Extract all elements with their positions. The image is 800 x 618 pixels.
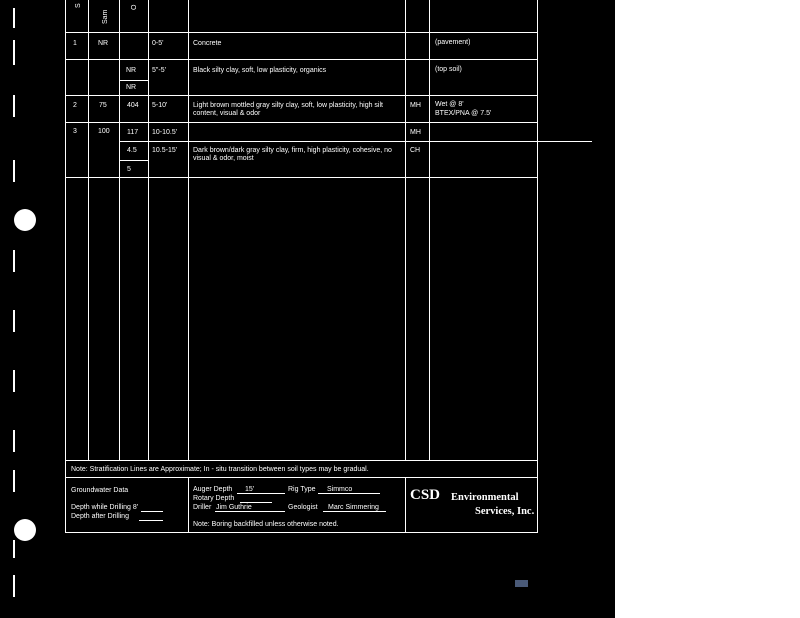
cell-description: Black silty clay, soft, low plasticity, organics (193, 67, 327, 74)
groundwater-title: Groundwater Data (71, 487, 129, 494)
cell-ovm: NR (126, 84, 137, 91)
cell-ovm: 4.5 (127, 147, 137, 154)
rig-type-value: Simmco (327, 486, 353, 493)
company-name-line1: Environmental (451, 492, 519, 503)
edge-mark (13, 40, 15, 65)
driller-label: Driller (193, 504, 212, 511)
row-rule (65, 59, 538, 60)
cell-remarks-2: BTEX/PNA @ 7.5' (435, 110, 492, 117)
cell-uscs: MH (410, 102, 421, 109)
row-rule (65, 95, 538, 96)
rig-type-label: Rig Type (288, 486, 316, 493)
col-divider (119, 0, 120, 460)
row-rule (119, 80, 148, 81)
note-rule (65, 460, 538, 461)
rig-type-blank (318, 493, 380, 494)
row-rule (119, 141, 592, 142)
cell-ovm: NR (126, 67, 137, 74)
cell-sample: 1 (73, 40, 77, 47)
header-rule (65, 32, 538, 33)
row-rule (119, 160, 148, 161)
depth-while-drilling: Depth while Drilling 8' (71, 504, 139, 511)
rotary-depth-blank (240, 502, 272, 503)
cell-description: Light brown mottled gray silty clay, soft, low plasticity, high silt content, visual & odor (193, 102, 383, 117)
cell-depth: 10-10.5' (152, 129, 178, 136)
header-sample: S (75, 3, 82, 8)
punch-hole-bottom (14, 519, 36, 541)
cell-remarks: (pavement) (435, 39, 471, 46)
edge-mark (13, 160, 15, 182)
geologist-value: Marc Simmering (328, 504, 379, 511)
edge-mark (13, 370, 15, 392)
header-recovery: Sam (102, 9, 109, 24)
edge-mark (13, 540, 15, 558)
punch-hole-top (14, 209, 36, 231)
cell-sample: 3 (73, 128, 77, 135)
col-divider (405, 0, 406, 460)
after-drilling-blank (139, 520, 163, 521)
cell-ovm: 404 (127, 102, 139, 109)
cell-sample: 2 (73, 102, 77, 109)
col-divider (88, 0, 89, 460)
while-drilling-blank (141, 511, 163, 512)
scan-stamp (515, 580, 528, 587)
cell-depth: 10.5-15' (152, 147, 178, 154)
auger-depth-value: 15' (245, 486, 255, 493)
stratification-note: Note: Stratification Lines are Approximate; In - situ transition between soil types may be gradual. (71, 466, 369, 473)
footer-divider (188, 477, 189, 533)
backfill-note: Note: Boring backfilled unless otherwise noted. (193, 521, 339, 528)
cell-remarks: Wet @ 8' (435, 101, 464, 108)
frame-left (65, 0, 66, 533)
cell-description: Dark brown/dark gray silty clay, firm, high plasticity, cohesive, no visual & odor, moist (193, 147, 392, 162)
geologist-blank (323, 511, 386, 512)
auger-depth-label: Auger Depth (193, 486, 233, 493)
cell-depth: 5-10' (152, 102, 168, 109)
cell-recovery: 100 (98, 128, 110, 135)
footer-divider (405, 477, 406, 533)
geologist-label: Geologist (288, 504, 318, 511)
header-ovm: O (131, 4, 138, 10)
edge-mark (13, 8, 15, 28)
edge-mark (13, 95, 15, 117)
note-rule (65, 477, 538, 478)
driller-blank (215, 511, 285, 512)
frame-right (537, 0, 538, 533)
cell-uscs: MH (410, 129, 421, 136)
edge-mark (13, 575, 15, 597)
col-divider (429, 0, 430, 460)
col-divider (148, 0, 149, 460)
company-logo-csd: CSD (410, 487, 441, 503)
cell-uscs: CH (410, 147, 421, 154)
cell-ovm: 117 (127, 129, 139, 136)
cell-depth: 0-5' (152, 40, 164, 47)
row-rule (65, 122, 538, 123)
col-divider (188, 0, 189, 460)
company-name-line2: Services, Inc. (475, 506, 535, 517)
cell-description: Concrete (193, 40, 222, 47)
frame-bottom (65, 532, 538, 533)
cell-recovery: NR (98, 40, 109, 47)
driller-value: Jim Guthrie (216, 504, 252, 511)
auger-depth-blank (237, 493, 285, 494)
edge-mark (13, 250, 15, 272)
cell-ovm: 5 (127, 166, 131, 173)
row-rule (65, 177, 538, 178)
boring-log-sheet (65, 0, 538, 533)
cell-recovery: 75 (99, 102, 107, 109)
edge-mark (13, 310, 15, 332)
edge-mark (13, 470, 15, 492)
rotary-depth-label: Rotary Depth (193, 495, 235, 502)
cell-depth: 5"-5' (152, 67, 166, 74)
depth-after-drilling: Depth after Drilling (71, 513, 129, 520)
edge-mark (13, 430, 15, 452)
cell-remarks: (top soil) (435, 66, 462, 73)
